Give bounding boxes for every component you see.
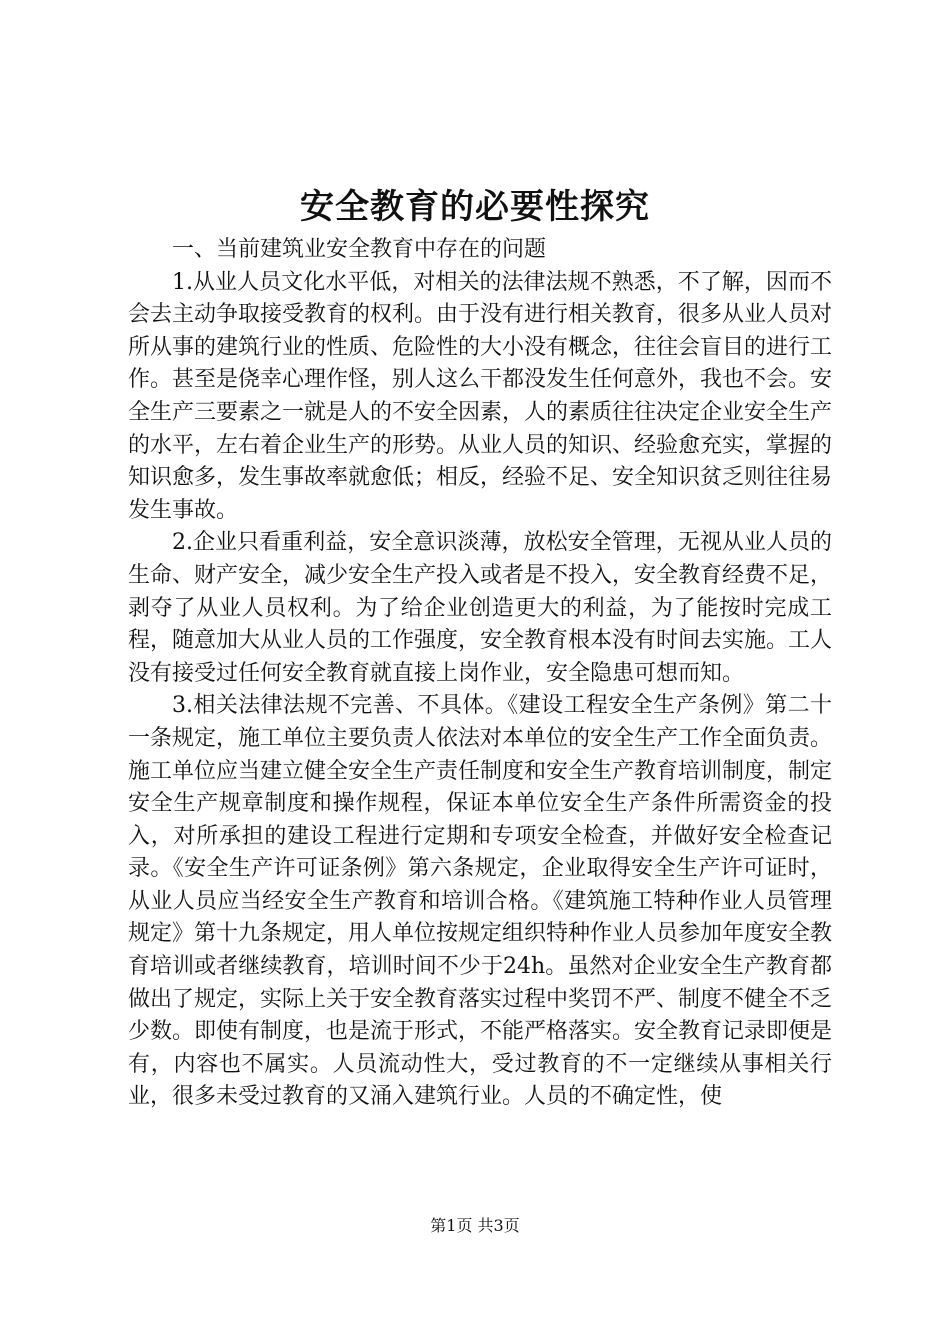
paragraph-3: 3.相关法律法规不完善、不具体。《建设工程安全生产条例》第二十一条规定，施工单位主要负责人依法对本单位的安全生产工作全面负责。施工单位应当建立健全安全生产责任制度和安全生产教育培训制度，制定安全生产规章制度和操作规程，保证本单位安全生产条件所需资金的投入，对所承担的建设工程进行定期和专项安全检查，并做好安全检查记录。《安全生产许可证条例》第六条规定，企业取得安全生产许可证时，从业人员应当经安全生产教育和培训合格。《建筑施工特种作业人员管理规定》第十九条规定，用人单位按规定组织特种作业人员参加年度安全教育培训或者继续教育，培训时间不少于24h。虽然对企业安全生产教育都做出了规定，实际上关于安全教育落实过程中奖罚不严、制度不健全不乏少数。即使有制度，也是流于形式，不能严格落实。安全教育记录即便是有，内容也不属实。人员流动性大，受过教育的不一定继续从事相关行业，很多未受过教育的又涌入建筑行业。人员的不确定性，使 [128,693,833,1110]
document-title: 安全教育的必要性探究 [300,187,650,227]
paragraph-2: 2.企业只看重利益，安全意识淡薄，放松安全管理，无视从业人员的生命、财产安全，减少安全生产投入或者是不投入，安全教育经费不足，剥夺了从业人员权利。为了给企业创造更大的利益，为了能按时完成工程，随意加大从业人员的工作强度，安全教育根本没有时间去实施。工人没有接受过任何安全教育就直接上岗作业，安全隐患可想而知。 [128,530,833,686]
page-footer: 第1页 共3页 [430,1216,520,1235]
section-heading: 一、当前建筑业安全教育中存在的问题 [172,237,547,262]
document-body [128,234,832,1114]
paragraph-1: 1.从业人员文化水平低，对相关的法律法规不熟悉，不了解，因而不会去主动争取接受教育的权利。由于没有进行相关教育，很多从业人员对所从事的建筑行业的性质、危险性的大小没有概念，往往会盲目的进行工作。甚至是侥幸心理作怪，别人这么干都没发生任何意外，我也不会。安全生产三要素之一就是人的不安全因素，人的素质往往决定企业安全生产的水平，左右着企业生产的形势。从业人员的知识、经验愈充实，掌握的知识愈多，发生事故率就愈低；相反，经验不足、安全知识贫乏则往往易发生事故。 [128,269,833,523]
